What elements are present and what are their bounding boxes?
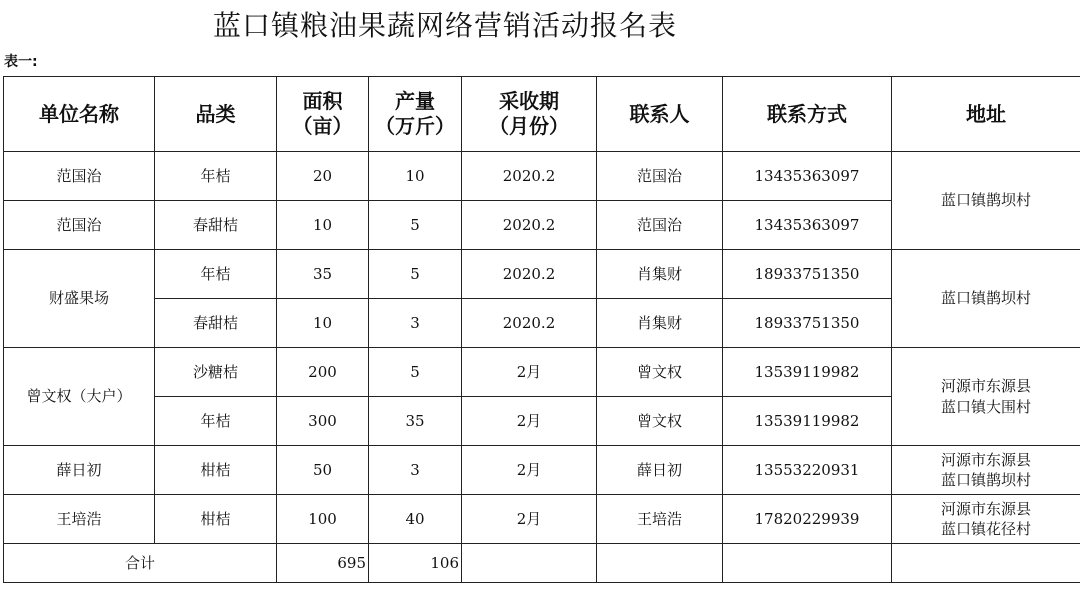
address-line: 河源市东源县	[940, 499, 1031, 518]
cell-contact: 范国治	[597, 201, 723, 250]
cell-output: 5	[369, 201, 462, 250]
cell-harvest: 2月	[462, 495, 597, 544]
header-output	[369, 77, 462, 152]
header-row	[4, 77, 1080, 152]
cell-contact: 曾文权	[597, 397, 723, 446]
cell-contact: 肖集财	[597, 299, 723, 348]
cell-output: 40	[369, 495, 462, 544]
cell-output: 3	[369, 299, 462, 348]
cell-phone: 18933751350	[723, 299, 892, 348]
address-line: 蓝口镇大围村	[940, 397, 1031, 416]
page-title: 蓝口镇粮油果蔬网络营销活动报名表	[212, 9, 677, 42]
cell-output: 10	[369, 152, 462, 201]
cell-phone: 13539119982	[723, 397, 892, 446]
cell-output: 5	[369, 250, 462, 299]
table-row	[4, 152, 1080, 201]
cell-area: 20	[277, 152, 369, 201]
header-phone: 联系方式	[723, 77, 892, 152]
cell-address: 蓝口镇鹊坝村	[892, 250, 1080, 348]
cell-harvest: 2020.2	[462, 201, 597, 250]
cell-category: 春甜桔	[155, 299, 277, 348]
cell-unit: 财盛果场	[4, 250, 155, 348]
table-row	[4, 495, 1080, 544]
address-line: 河源市东源县	[940, 450, 1031, 469]
cell-category: 年桔	[155, 152, 277, 201]
total-area: 695	[277, 544, 369, 583]
header-contact: 联系人	[597, 77, 723, 152]
cell-address	[892, 348, 1080, 446]
cell-contact: 薛日初	[597, 446, 723, 495]
cell-unit: 范国治	[4, 152, 155, 201]
total-output: 106	[369, 544, 462, 583]
header-address: 地址	[892, 77, 1080, 152]
address-line: 河源市东源县	[940, 377, 1031, 396]
cell-phone: 13435363097	[723, 152, 892, 201]
cell-unit: 薛日初	[4, 446, 155, 495]
total-empty-contact	[597, 544, 723, 583]
cell-area: 10	[277, 299, 369, 348]
header-unit-name: 单位名称	[4, 77, 155, 152]
cell-phone: 13553220931	[723, 446, 892, 495]
cell-output: 5	[369, 348, 462, 397]
header-harvest	[462, 77, 597, 152]
header-harvest-label: 采收期 （月份）	[489, 89, 569, 138]
address-line: 蓝口镇鹊坝村	[940, 471, 1031, 489]
cell-address	[892, 446, 1080, 495]
cell-category: 年桔	[155, 397, 277, 446]
cell-area: 50	[277, 446, 369, 495]
cell-area: 35	[277, 250, 369, 299]
header-output-label: 产量 （万斤）	[375, 89, 455, 138]
table-row	[4, 446, 1080, 495]
total-label: 合计	[4, 544, 277, 583]
cell-category: 柑桔	[155, 495, 277, 544]
cell-output: 3	[369, 446, 462, 495]
cell-harvest: 2月	[462, 446, 597, 495]
cell-phone: 13539119982	[723, 348, 892, 397]
cell-area: 100	[277, 495, 369, 544]
table-label: 表一:	[4, 54, 38, 70]
total-empty-address	[892, 544, 1080, 583]
cell-harvest: 2月	[462, 348, 597, 397]
cell-category: 春甜桔	[155, 201, 277, 250]
cell-phone: 18933751350	[723, 250, 892, 299]
cell-category: 年桔	[155, 250, 277, 299]
cell-unit: 范国治	[4, 201, 155, 250]
total-empty-phone	[723, 544, 892, 583]
cell-phone: 17820229939	[723, 495, 892, 544]
cell-address: 蓝口镇鹊坝村	[892, 152, 1080, 250]
cell-unit: 王培浩	[4, 495, 155, 544]
registration-table	[3, 76, 1080, 583]
header-area-label: 面积 （亩）	[292, 89, 353, 138]
table-row	[4, 250, 1080, 299]
cell-harvest: 2020.2	[462, 152, 597, 201]
cell-area: 300	[277, 397, 369, 446]
cell-contact: 范国治	[597, 152, 723, 201]
cell-area: 200	[277, 348, 369, 397]
table-row	[4, 348, 1080, 397]
cell-category: 柑桔	[155, 446, 277, 495]
cell-contact: 肖集财	[597, 250, 723, 299]
header-category: 品类	[155, 77, 277, 152]
cell-harvest: 2月	[462, 397, 597, 446]
cell-address	[892, 495, 1080, 544]
cell-output: 35	[369, 397, 462, 446]
cell-contact: 曾文权	[597, 348, 723, 397]
total-row	[4, 544, 1080, 583]
cell-area: 10	[277, 201, 369, 250]
cell-harvest: 2020.2	[462, 299, 597, 348]
cell-contact: 王培浩	[597, 495, 723, 544]
cell-unit: 曾文权（大户）	[4, 348, 155, 446]
cell-harvest: 2020.2	[462, 250, 597, 299]
address-line: 蓝口镇花径村	[940, 520, 1031, 538]
cell-category: 沙糖桔	[155, 348, 277, 397]
header-area	[277, 77, 369, 152]
cell-phone: 13435363097	[723, 201, 892, 250]
total-empty-harvest	[462, 544, 597, 583]
